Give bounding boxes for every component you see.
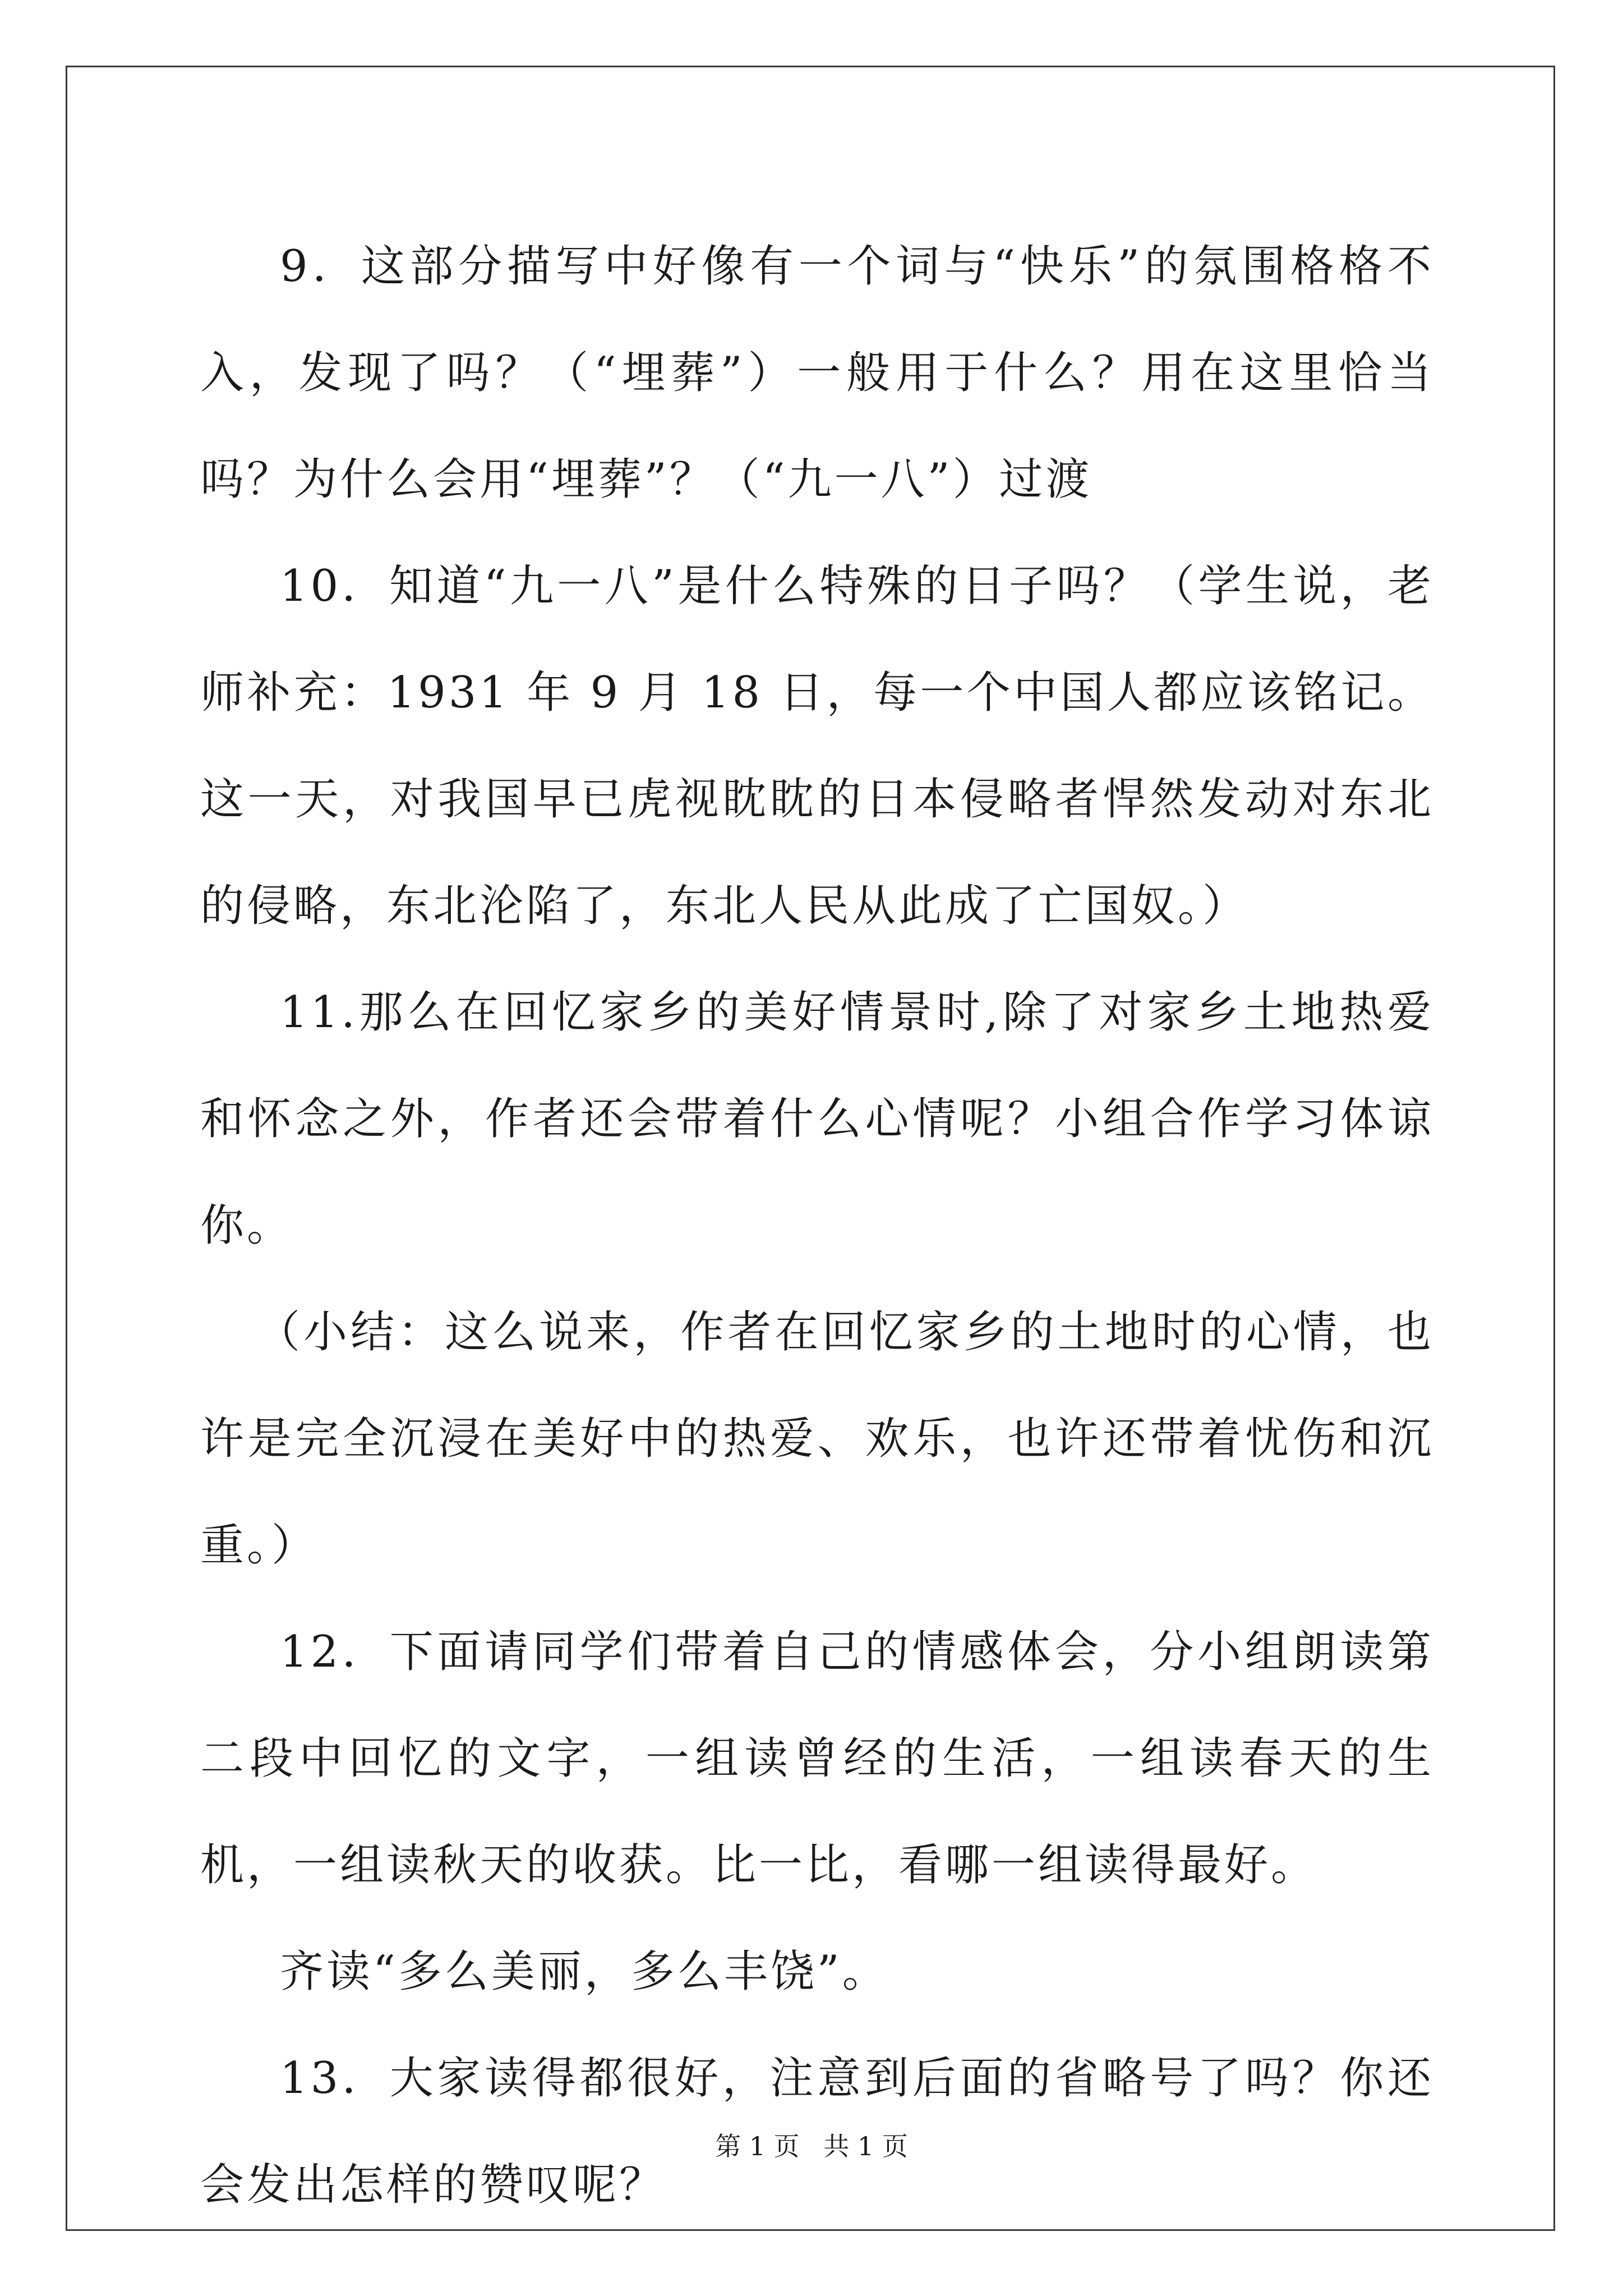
- paragraph-read-aloud: 齐读“多么美丽，多么丰饶”。: [280, 1947, 889, 1997]
- document-body: [200, 213, 1434, 2238]
- paragraph-9: 9．这部分描写中好像有一个词与“快乐”的氛围格格不入，发现了吗？（“埋葬”）一般用于什么？用在这里恰当吗？为什么会用“埋葬”？（“九一八”）过渡: [200, 241, 1434, 505]
- page-number: 第 1 页: [715, 2131, 800, 2161]
- paragraph-13: 13．大家读得都很好，注意到后面的省略号了吗？你还会发出怎样的赞叹呢？: [200, 2053, 1434, 2210]
- paragraph-11: 11.那么在回忆家乡的美好情景时,除了对家乡土地热爱和怀念之外，作者还会带着什么心情呢？小组合作学习体谅你。: [200, 987, 1434, 1251]
- paragraph-10: 10．知道“九一八”是什么特殊的日子吗？（学生说，老师补充：1931 年 9 月 18 日，每一个中国人都应该铭记。这一天，对我国早已虎视眈眈的日本侵略者悍然发动对东北的侵略，东北沦陷了，东北人民从此成了亡国奴。）: [200, 561, 1434, 931]
- paragraph-12: 12．下面请同学们带着自己的情感体会，分小组朗读第二段中回忆的文字，一组读曾经的生活，一组读春天的生机，一组读秋天的收获。比一比，看哪一组读得最好。: [200, 1627, 1434, 1890]
- page-footer: [0, 2126, 1623, 2163]
- paragraph-summary: （小结：这么说来，作者在回忆家乡的土地时的心情，也许是完全沉浸在美好中的热爱、欢乐，也许还带着忧伤和沉重。）: [200, 1307, 1434, 1571]
- page-total: 共 1 页: [823, 2131, 908, 2161]
